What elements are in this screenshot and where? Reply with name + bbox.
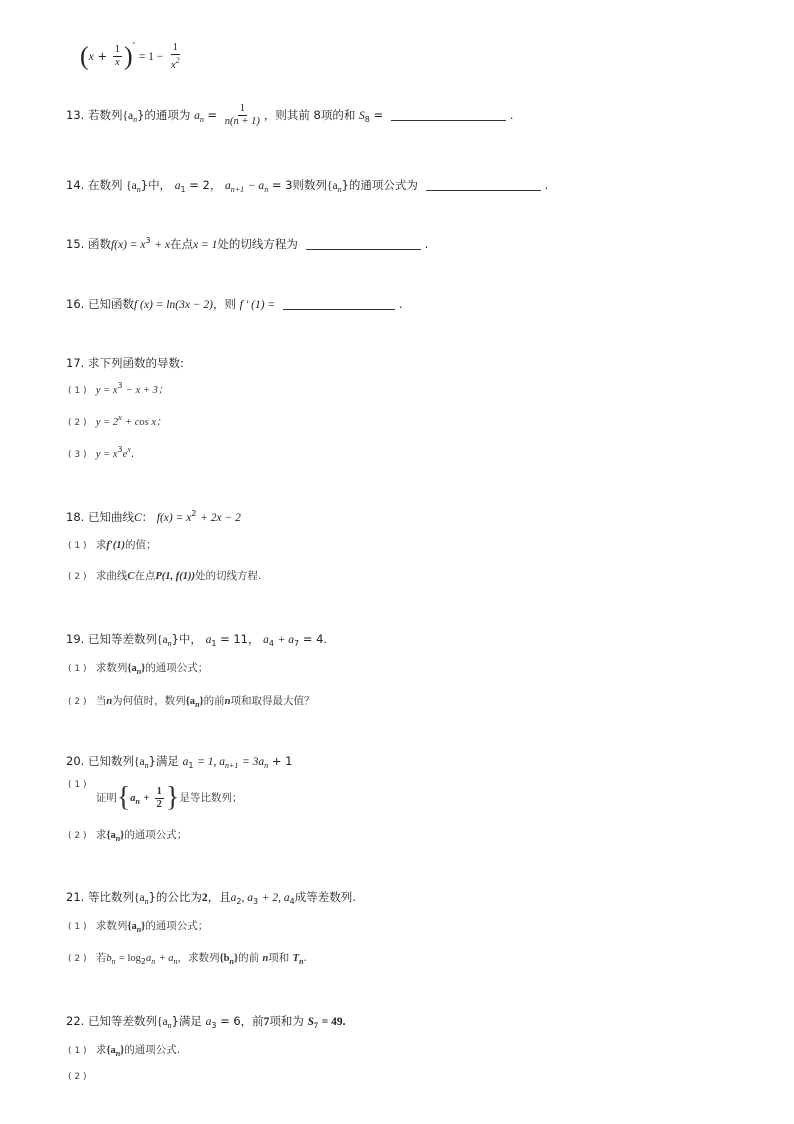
question-17-item-1: ( 1 ) $y = x^3 - x + 3$； (68, 381, 169, 396)
question-20-item-1: ( 1 ) 证明{$a_n$ + $\frac{1}{2}$ }是等比数列； (68, 780, 243, 813)
question-22-item-2: ( 2 ) (68, 1072, 87, 1082)
question-20: 20. 已知数列$\{a_n\}$满足 $a_1 = 1$, $a_{n+1} = 3a_n + 1$ (66, 754, 293, 770)
question-19-item-2: ( 2 ) 当n为何值时，数列$\{a_n\}$的前n项和取得最大值？ (68, 695, 315, 709)
question-19: 19. 已知等差数列$\{a_n\}$中， $a_1 = 11$， $a_4 + a_7 = 4$. (66, 632, 328, 648)
answer-blank-16[interactable] (283, 309, 395, 310)
question-22: 22. 已知等差数列$\{a_n\}$满足 $a_3 = 6$，前7项和为 $S_7 = 49$. (66, 1014, 346, 1030)
fraction-one-over-x-squared: $\frac{1}{x^2}$ (170, 41, 180, 71)
question-20-item-2: ( 2 ) 求$\{a_n\}$的通项公式； (68, 829, 188, 843)
top-derivative-formula: (x + $\frac{1}{x}$ )′ = 1 − $\frac{1}{x^2}$ (80, 40, 180, 71)
question-21-item-2: ( 2 ) 若$b_n = \log_2a_n + a_n$，求数列$\{b_n\}$的前 n项和 $T_n$. (68, 952, 307, 966)
question-21-item-1: ( 1 ) 求数列$\{a_n\}$的通项公式； (68, 920, 209, 934)
answer-blank-15[interactable] (306, 249, 421, 250)
question-17-item-3: ( 3 ) $y = x^3e^x$. (68, 445, 135, 460)
question-18-item-1: ( 1 ) 求f′(1)的值； (68, 539, 157, 551)
question-16: 16. 已知函数f (x) = ln(3x − 2)，则 f ′ (1) = . (66, 297, 403, 311)
question-13: 13. 若数列$\{a_n\}$的通项为 $a_n$ = $\frac{1}{n(n + 1)}$ ，则其前 8项的和 $S_8$ = . (66, 103, 514, 127)
question-14: 14. 在数列 $\{a_n\}$中， $a_1 = 2$， $a_{n+1} - a_n = 3$则数列$\{a_n\}$的通项公式为 . (66, 178, 549, 194)
question-21: 21. 等比数列$\{a_n\}$的公比为2，且$a_2$, $a_3 + 2$, $a_4$成等差数列. (66, 890, 356, 906)
question-19-item-1: ( 1 ) 求数列$\{a_n\}$的通项公式； (68, 662, 209, 676)
question-18: 18. 已知曲线C： $f(x) = x^2 + 2x - 2$ (66, 509, 241, 524)
question-18-item-2: ( 2 ) 求曲线C在点P(1, f(1))处的切线方程. (68, 570, 262, 582)
fraction-one-over-x: $\frac{1}{x}$ (114, 44, 120, 68)
question-22-item-1: ( 1 ) 求$\{a_n\}$的通项公式. (68, 1044, 181, 1058)
answer-blank-14[interactable] (426, 190, 541, 191)
answer-blank-13[interactable] (391, 120, 506, 121)
question-15: 15. 函数$f(x) = x^3 + x$在点x = 1处的切线方程为 . (66, 236, 429, 251)
question-17-item-2: ( 2 ) $y = 2^x + \cos x$； (68, 413, 167, 428)
fraction-one-half: $\frac{1}{2}$ (156, 785, 162, 810)
question-17-title: 17. 求下列函数的导数: (66, 356, 184, 370)
fraction-general-term: $\frac{1}{n(n + 1)}$ (224, 103, 260, 127)
